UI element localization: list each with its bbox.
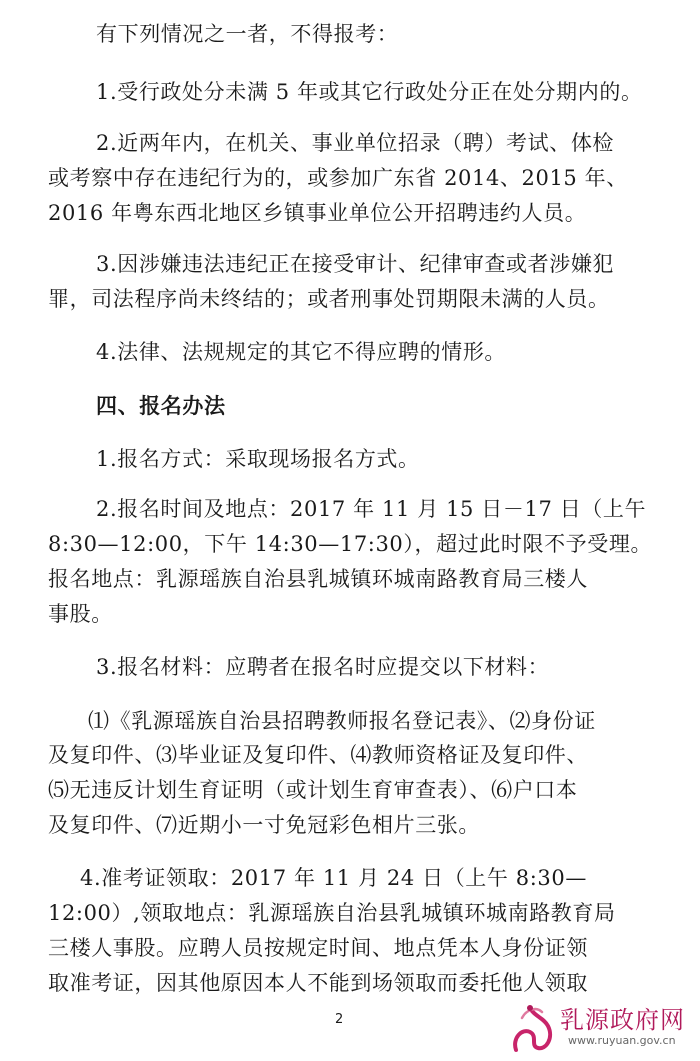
text-line: 事股。 (48, 602, 113, 626)
text-line: 2.近两年内，在机关、事业单位招录（聘）考试、体检 (96, 131, 615, 155)
text-line: ⑴《乳源瑶族自治县招聘教师报名登记表》、⑵身份证 (88, 709, 596, 733)
text-line: 8:30—12:00，下午 14:30—17:30），超过此时限不予受理。 (48, 532, 653, 556)
text-line: 4.准考证领取：2017 年 11 月 24 日（上午 8:30— (80, 866, 587, 890)
text-line: 2.报名时间及地点：2017 年 11 月 15 日－17 日（上午 (96, 497, 647, 521)
watermark-url: www.ruyuan.gov.cn (568, 1034, 676, 1047)
text-line: 1.受行政处分未满 5 年或其它行政处分正在处分期内的。 (96, 80, 643, 104)
page-number: 2 (335, 1012, 344, 1027)
text-line: 及复印件、⑶毕业证及复印件、⑷教师资格证及复印件、 (48, 743, 588, 767)
site-watermark (508, 998, 698, 1058)
text-line: 1.报名方式：采取现场报名方式。 (96, 447, 420, 471)
text-line: 有下列情况之一者，不得报考： (96, 22, 399, 46)
watermark-text: 乳源政府网 (560, 1006, 685, 1034)
text-line: 3.报名材料：应聘者在报名时应提交以下材料： (96, 655, 550, 679)
text-line: 或考察中存在违纪行为的，或参加广东省 2014、2015 年、 (48, 166, 628, 190)
section-heading: 四、报名办法 (96, 393, 226, 418)
dragon-logo-icon (508, 998, 560, 1058)
text-line: 12:00）,领取地点：乳源瑶族自治县乳城镇环城南路教育局 (48, 901, 616, 925)
text-line: 及复印件、⑺近期小一寸免冠彩色相片三张。 (48, 813, 480, 837)
text-line: 4.法律、法规规定的其它不得应聘的情形。 (96, 340, 507, 364)
text-line: 取准考证，因其他原因本人不能到场领取而委托他人领取 (48, 971, 588, 995)
text-line: 2016 年粤东西北地区乡镇事业单位公开招聘违约人员。 (48, 201, 587, 225)
text-line: 三楼人事股。应聘人员按规定时间、地点凭本人身份证领 (48, 936, 588, 960)
text-line: 罪，司法程序尚未终结的；或者刑事处罚期限未满的人员。 (48, 287, 610, 311)
text-line: ⑸无违反计划生育证明（或计划生育审查表）、⑹户口本 (48, 778, 578, 802)
text-line: 3.因涉嫌违法违纪正在接受审计、纪律审查或者涉嫌犯 (96, 252, 615, 276)
text-line: 报名地点：乳源瑶族自治县乳城镇环城南路教育局三楼人 (48, 567, 588, 591)
